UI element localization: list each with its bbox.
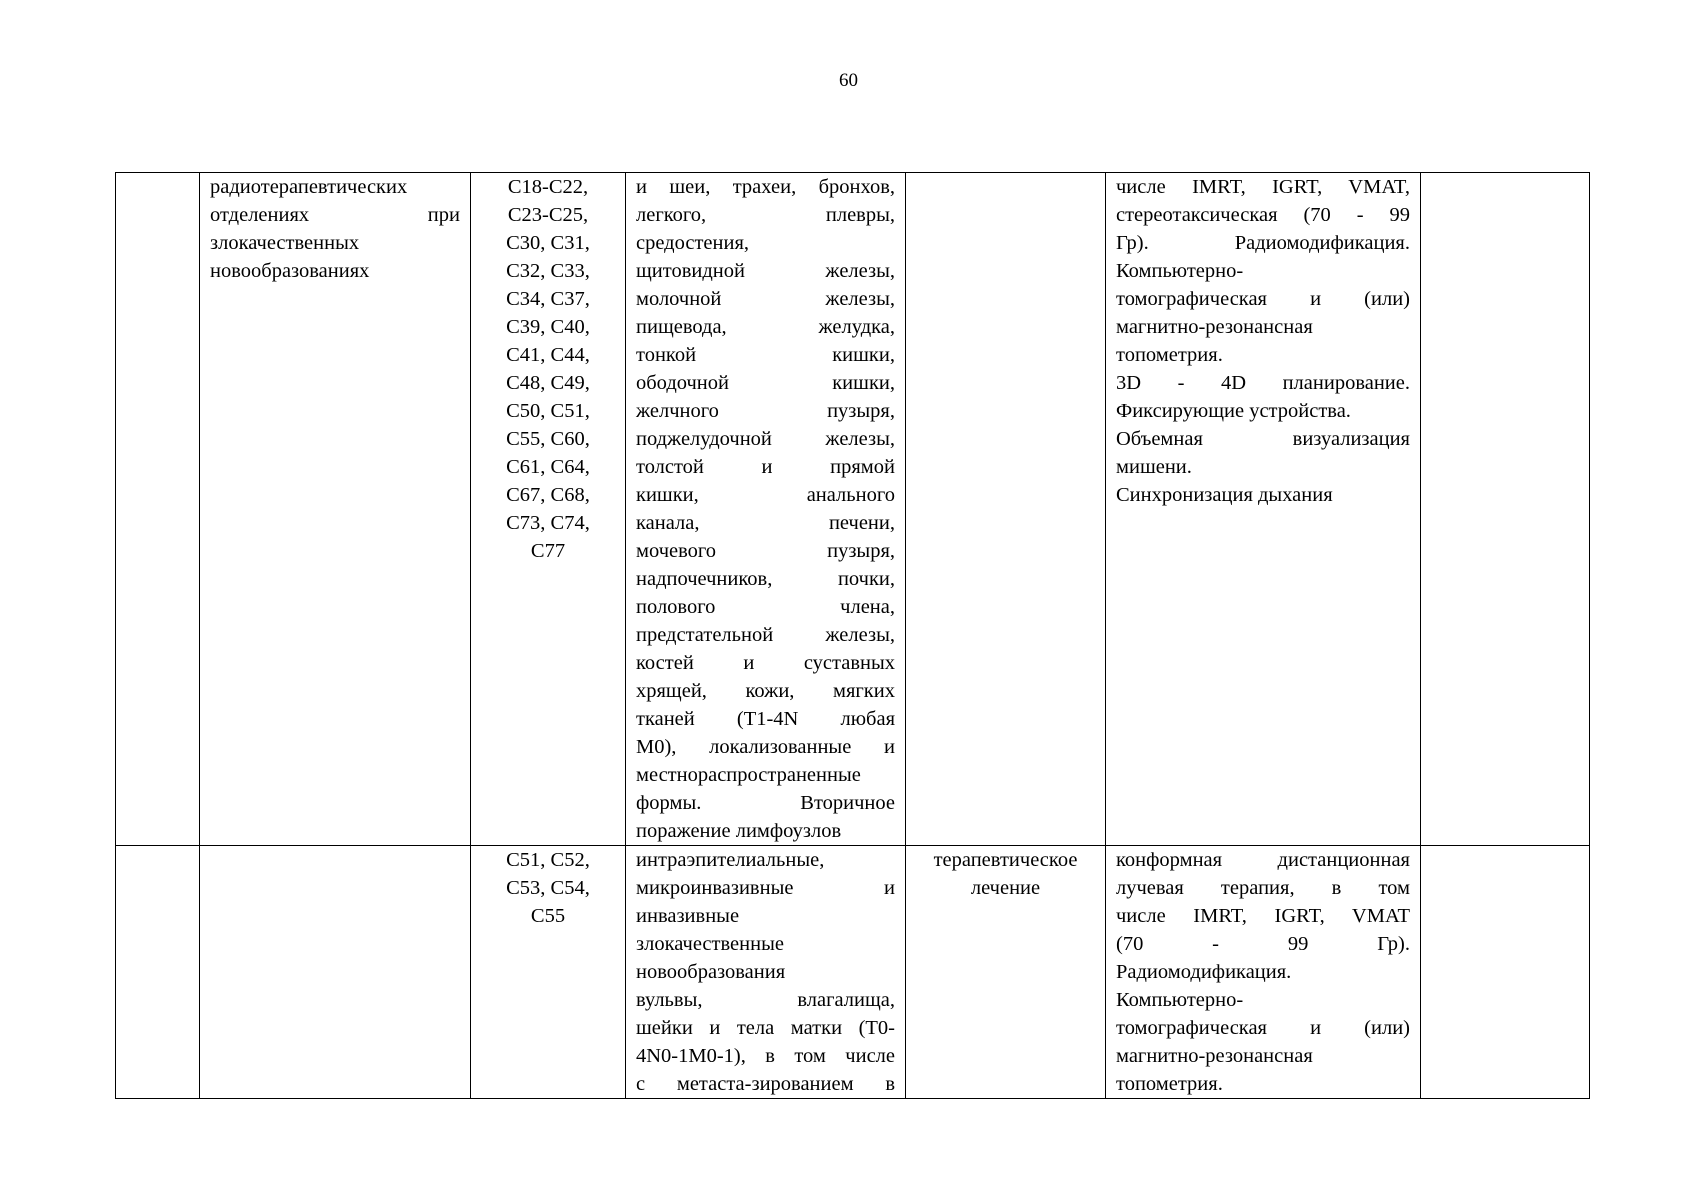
table-cell-col1 [116,173,200,846]
cell-text-line: C39, C40, [506,316,590,338]
cell-text-line: томографическая и (или) [1116,1017,1410,1039]
cell-text-line: лечение [970,877,1041,899]
table-cell-col2 [200,173,471,846]
cell-text-line: C55, C60, [506,428,590,450]
cell-text-line: C18-C22, [507,176,589,198]
cell-text-line: топометрия. [1116,1073,1223,1095]
cell-text-line: новообразованиях [210,260,370,282]
table-row [116,173,1590,846]
cell-text-line: пищевода, желудка, [636,316,895,338]
cell-text-line: злокачественные [636,933,784,955]
cell-text-line: магнитно-резонансная [1116,316,1313,338]
cell-text-line: отделениях при [210,204,460,226]
cell-text-line: C53, C54, [506,877,590,899]
cell-text-line: и шеи, трахеи, бронхов, [636,176,895,198]
cell-text-line: терапевтическое [933,849,1078,871]
cell-text-line: с метаста-зированием в [636,1073,895,1095]
table-cell-col7 [1421,846,1590,1099]
cell-text-line: полового члена, [636,596,895,618]
cell-text-line: конформная дистанционная [1116,849,1410,871]
table-cell-col5 [906,173,1106,846]
cell-text-line: C23-C25, [507,204,589,226]
cell-text-line: Радиомодификация. [1116,961,1292,983]
cell-text-line: тонкой кишки, [636,344,895,366]
cell-text-line: топометрия. [1116,344,1223,366]
cell-text-line: надпочечников, почки, [636,568,895,590]
cell-text-line: ободочной кишки, [636,372,895,394]
cell-text-line: новообразования [636,961,786,983]
cell-text-line: поражение лимфоузлов [636,820,842,842]
cell-text-line: C48, C49, [506,372,590,394]
cell-text-line: местнораспространенные [636,764,861,786]
cell-text-line: 4N0-1M0-1), в том числе [636,1045,895,1067]
cell-text-line: магнитно-резонансная [1116,1045,1313,1067]
cell-text-line: C34, C37, [506,288,590,310]
cell-text-line: C50, C51, [506,400,590,422]
cell-text-line: легкого, плевры, [636,204,895,226]
table-row [116,846,1590,1099]
cell-text-line: поджелудочной железы, [636,428,895,450]
table-cell-col3 [471,173,626,846]
cell-text-line: 3D - 4D планирование. [1116,372,1410,394]
cell-text-line: злокачественных [210,232,360,254]
cell-text-line: C61, C64, [506,456,590,478]
cell-text-line: (70 - 99 Гр). [1116,933,1410,955]
cell-text-line: тканей (T1-4N любая [636,708,895,730]
cell-text-line: канала, печени, [636,512,895,534]
cell-text-line: микроинвазивные и [636,877,895,899]
cell-text-line: хрящей, кожи, мягких [636,680,895,702]
document-table [115,172,1590,1099]
cell-text-line: C51, C52, [506,849,590,871]
cell-text-line: мочевого пузыря, [636,540,895,562]
cell-text-line: щитовидной железы, [636,260,895,282]
cell-text-line: желчного пузыря, [636,400,895,422]
cell-text-line: M0), локализованные и [636,736,895,758]
cell-text-line: радиотерапевтических [210,176,408,198]
cell-text-line: средостения, [636,232,750,254]
table-cell-col4 [626,846,906,1099]
cell-text-line: лучевая терапия, в том [1116,877,1410,899]
cell-text-line: костей и суставных [636,652,895,674]
table-cell-col3 [471,846,626,1099]
cell-text-line: Синхронизация дыхания [1116,484,1333,506]
page-number: 60 [839,70,858,91]
cell-text-line: толстой и прямой [636,456,895,478]
cell-text-line: кишки, анального [636,484,895,506]
cell-text-line: шейки и тела матки (T0- [636,1017,895,1039]
cell-text-line: C77 [530,540,566,562]
cell-text-line: Объемная визуализация [1116,428,1410,450]
cell-text-line: предстательной железы, [636,624,895,646]
cell-text-line: Компьютерно- [1116,989,1244,1011]
table-cell-col6 [1106,173,1421,846]
cell-text-line: интраэпителиальные, [636,849,825,871]
cell-text-line: стереотаксическая (70 - 99 [1116,204,1410,226]
cell-text-line: числе IMRT, IGRT, VMAT, [1116,176,1410,198]
cell-text-line: числе IMRT, IGRT, VMAT [1116,905,1410,927]
cell-text-line: формы. Вторичное [636,792,895,814]
cell-text-line: C55 [530,905,566,927]
cell-text-line: Фиксирующие устройства. [1116,400,1351,422]
cell-text-line: C30, C31, [506,232,590,254]
table-cell-col7 [1421,173,1590,846]
table-cell-col2 [200,846,471,1099]
table-cell-col5 [906,846,1106,1099]
cell-text-line: томографическая и (или) [1116,288,1410,310]
cell-text-line: мишени. [1116,456,1192,478]
cell-text-line: Гр). Радиомодификация. [1116,232,1410,254]
cell-text-line: C32, C33, [506,260,590,282]
cell-text-line: C67, C68, [506,484,590,506]
cell-text-line: C73, C74, [506,512,590,534]
table-cell-col4 [626,173,906,846]
cell-text-line: C41, C44, [506,344,590,366]
table-cell-col1 [116,846,200,1099]
table-cell-col6 [1106,846,1421,1099]
cell-text-line: инвазивные [636,905,740,927]
cell-text-line: вульвы, влагалища, [636,989,895,1011]
cell-text-line: молочной железы, [636,288,895,310]
cell-text-line: Компьютерно- [1116,260,1244,282]
